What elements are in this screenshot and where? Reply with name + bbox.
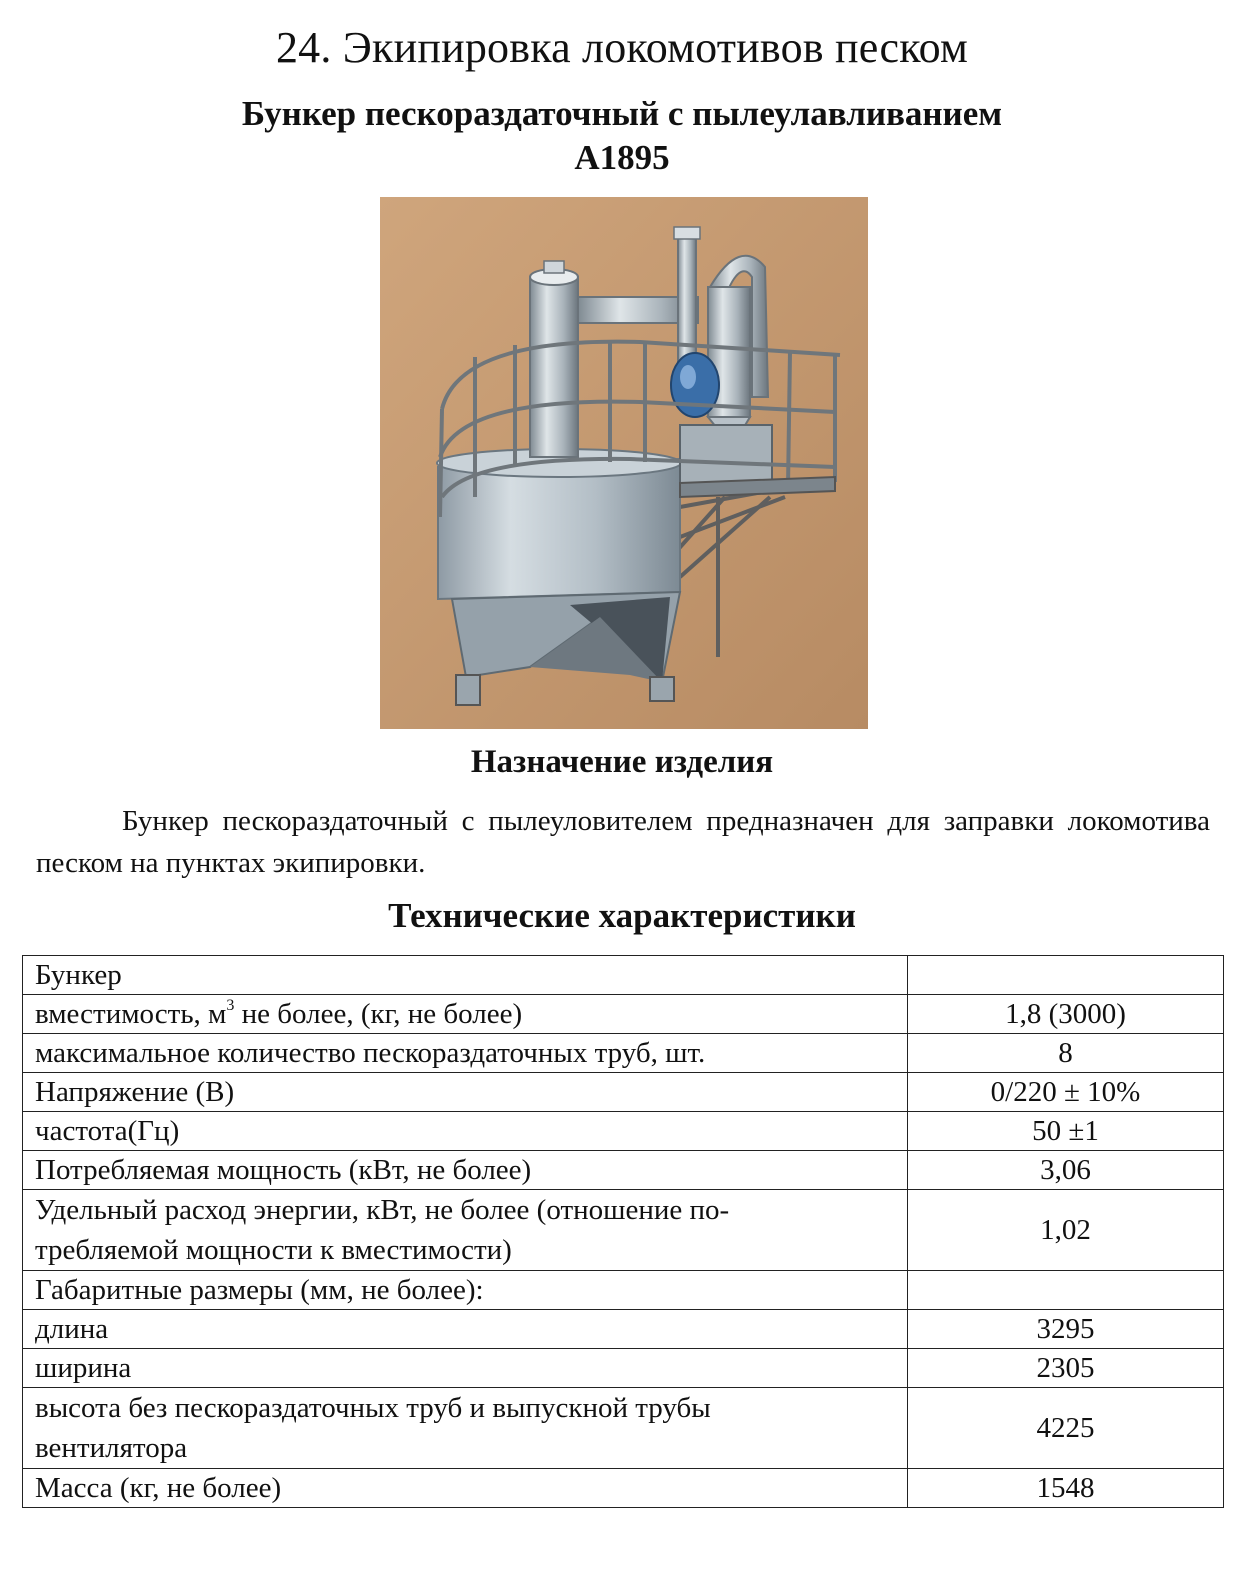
spec-param: Масса (кг, не более) (23, 1469, 908, 1508)
spec-value: 3295 (908, 1310, 1224, 1349)
table-row (23, 1151, 1224, 1190)
purpose-text: Бункер пескораздаточный с пылеуловителем предназначен для заправки локомотива песком на пунктах экипировки. (36, 805, 1210, 879)
spec-param: Бункер (23, 956, 908, 995)
table-row (23, 1271, 1224, 1310)
spec-param: длина (23, 1310, 908, 1349)
spec-param (23, 995, 908, 1034)
spec-value: 1,02 (908, 1190, 1224, 1271)
table-row (23, 1469, 1224, 1508)
spec-value (908, 1271, 1224, 1310)
spec-value (908, 956, 1224, 995)
spec-param-text: вместимость, м (35, 998, 227, 1030)
table-row (23, 1034, 1224, 1073)
spec-param-superscript: 3 (226, 997, 235, 1015)
table-row (23, 1073, 1224, 1112)
spec-param (23, 1388, 908, 1469)
spec-param: ширина (23, 1349, 908, 1388)
spec-value: 4225 (908, 1388, 1224, 1469)
spec-param: Габаритные размеры (мм, не более): (23, 1271, 908, 1310)
spec-param: частота(Гц) (23, 1112, 908, 1151)
spec-value: 1,8 (3000) (908, 995, 1224, 1034)
table-row (23, 1310, 1224, 1349)
page-title: 24. Экипировка локомотивов песком (275, 23, 969, 72)
spec-param-text: не более, (кг, не более) (234, 998, 523, 1030)
spec-param-line: вентилятора (35, 1432, 188, 1464)
table-row (23, 995, 1224, 1034)
table-row (23, 1190, 1224, 1271)
product-code: А1895 (574, 138, 670, 177)
spec-value: 0/220 ± 10% (908, 1073, 1224, 1112)
spec-param: максимальное количество пескораздаточных труб, шт. (23, 1034, 908, 1073)
spec-param-line: Удельный расход энергии, кВт, не более (отношение по- (35, 1194, 730, 1226)
specs-table (22, 955, 1224, 1508)
purpose-heading: Назначение изделия (470, 744, 774, 780)
spec-param: Потребляемая мощность (кВт, не более) (23, 1151, 908, 1190)
spec-value: 3,06 (908, 1151, 1224, 1190)
spec-value: 50 ±1 (908, 1112, 1224, 1151)
spec-param: Напряжение (В) (23, 1073, 908, 1112)
spec-value: 1548 (908, 1469, 1224, 1508)
table-row (23, 1388, 1224, 1469)
product-title (0, 92, 1234, 180)
specs-heading: Технические характеристики (388, 896, 856, 935)
spec-value: 2305 (908, 1349, 1224, 1388)
table-row (23, 956, 1224, 995)
table-row (23, 1112, 1224, 1151)
spec-param (23, 1190, 908, 1271)
spec-param-line: высота без пескораздаточных труб и выпускной трубы (35, 1392, 711, 1424)
table-row (23, 1349, 1224, 1388)
product-name: Бункер пескораздаточный с пылеулавливанием (241, 94, 1003, 133)
spec-value: 8 (908, 1034, 1224, 1073)
spec-param-line: требляемой мощности к вместимости) (35, 1234, 512, 1266)
product-photo (380, 197, 868, 729)
